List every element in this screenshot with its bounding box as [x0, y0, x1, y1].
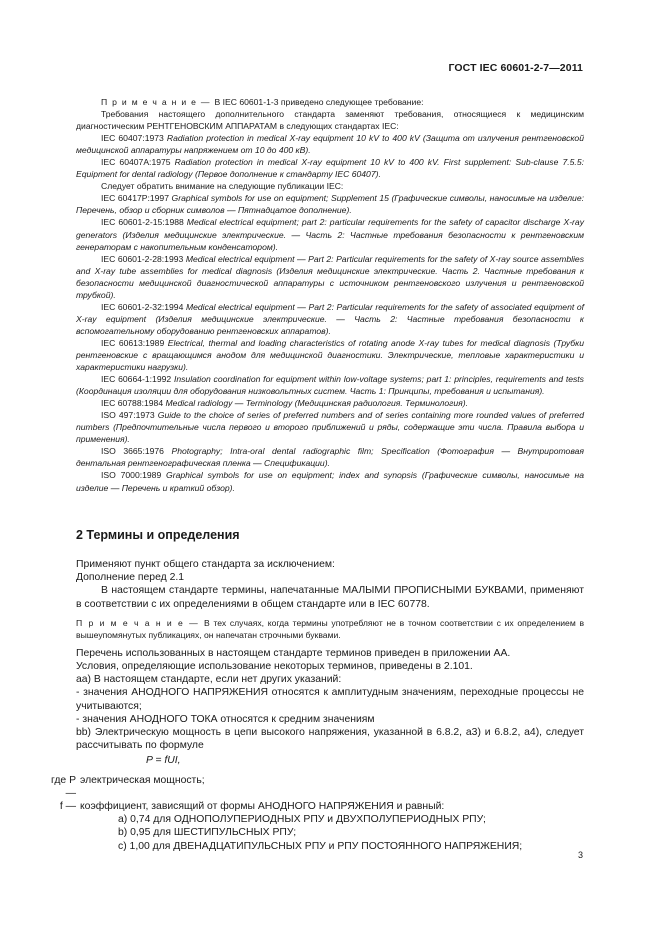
definition-text: электрическая мощность;: [80, 774, 205, 786]
definition-symbol: f —: [59, 801, 76, 813]
reference-title: Graphical symbols for use on equipment; Supplement 15 (Графические символы, наносимые на изделие: Перечень, обзор и сборник символов — Пятнадцатое дополнение).: [76, 193, 584, 216]
option-item: a) 0,74 для ОДНОПОЛУПЕРИОДНЫХ РПУ и ДВУХПОЛУПЕРИОДНЫХ РПУ;: [118, 814, 486, 826]
definition-row: [38, 800, 584, 813]
reference-code: IEC 60407:1973: [101, 133, 167, 144]
reference-title: Radiation protection in medical X-ray equipment 10 kV to 400 kV. First supplement: Sub-clause 7.5.5: Equipment for dental radiology (Первое дополнение к стандарту IEC 60407).: [76, 157, 584, 180]
reference-title: Insulation coordination for equipment within low-voltage systems; part 1: principles, requirements and tests (Координация изоляции для оборудования низковольтных систем. Часть 1: Принципы, требования и испытания).: [76, 374, 584, 397]
reference-item: [76, 156, 584, 180]
note-label: П р и м е ч а н и е —: [76, 617, 204, 628]
definition-row: [38, 774, 584, 800]
page-number: 3: [577, 850, 583, 860]
paragraph: - значения АНОДНОГО НАПРЯЖЕНИЯ относятся к амплитудным значениям, переходные процессы не учитываются;: [76, 687, 584, 712]
reference-code: ISO 7000:1989: [101, 470, 167, 481]
definitions-list: [51, 774, 584, 853]
reference-item: [76, 301, 584, 337]
reference-code: IEC 60664-1:1992: [101, 374, 174, 385]
reference-title: Photography; Intra-oral dental radiographic film; Specification (Фотография — Внутриротовая дентальная рентгенографическая пленка — Спецификации).: [76, 446, 585, 469]
paragraph: Условия, определяющие использование некоторых терминов, приведены в 2.101.: [76, 661, 473, 673]
note-text: В IEC 60601-1-3 приведено следующее требование:: [214, 97, 424, 107]
definition-symbol: где P —: [51, 774, 76, 799]
reference-title: Electrical, thermal and loading characteristics of rotating anode X-ray tubes for medical diagnosis (Трубки рентгеновские с вращающимся анодом для медицинской диагностики. Электрические, тепловые характеристики и характеристики нагрузки).: [76, 337, 584, 373]
reference-code: ISO 3665:1976: [101, 446, 172, 457]
reference-code: IEC 60407A:1975: [101, 157, 175, 168]
reference-item: [76, 253, 584, 301]
reference-item: [76, 337, 584, 373]
reference-code: IEC 60788:1984: [101, 398, 166, 409]
reference-item: [76, 216, 584, 252]
reference-title: Graphical symbols for use on equipment; index and synopsis (Графические символы, наносимые на изделие — Перечень и краткий обзор).: [76, 470, 585, 493]
note-label: П р и м е ч а н и е —: [101, 97, 215, 107]
reference-item: [76, 192, 584, 216]
note-text: В тех случаях, когда термины употребляют не в точном соответствии с их определением в вышеупомянутых публикациях, он напечатан строчными буквами.: [76, 617, 585, 640]
paragraph: Перечень использованных в настоящем стандарте терминов приведен в приложении АА.: [76, 647, 511, 659]
reference-title: Medical electrical equipment — Part 2: Particular requirements for the safety of associated equipment of X-ray equipment (Изделия медицинские электрические. — Часть 2: Частные требования безопасности к вспомогательному оборудованию рентгеновских аппаратов).: [76, 301, 584, 336]
option-item: c) 1,00 для ДВЕНАДЦАТИПУЛЬСНЫХ РПУ и РПУ ПОСТОЯННОГО НАПРЯЖЕНИЯ;: [118, 840, 523, 852]
reference-title: Medical electrical equipment — Part 2: Particular requirements for the safety of X-ray source assemblies and X-ray tube assemblies for medical diagnosis (Изделия медицинские электрические. Часть 2. Частные требования к безопасности медицинской диагностической аппаратуры с источником рентгеновского излучения и рентгеновской трубкой).: [76, 253, 584, 300]
note-paragraph: [76, 617, 584, 641]
paragraph: В настоящем стандарте термины, напечатанные МАЛЫМИ ПРОПИСНЫМИ БУКВАМИ, применяют в соответствии с их определениями в общем стандарте или в IEC 60778.: [76, 585, 584, 610]
body-text: [51, 558, 585, 853]
paragraph: bb) Электрическую мощность в цепи высокого напряжения, указанной в 6.8.2, а3) и 6.8.2, а4), следует рассчитывать по формуле: [76, 727, 584, 752]
paragraph: Применяют пункт общего стандарта за исключением:: [76, 559, 335, 570]
reference-code: IEC 60601-2-28:1993: [101, 253, 186, 264]
reference-title: Radiation protection in medical X-ray equipment 10 kV to 400 kV (Защита от излучения рентгеновской медицинской аппаратуры напряжением от 10 до 400 кВ).: [76, 133, 584, 156]
paragraph: Дополнение перед 2.1: [76, 572, 185, 584]
paragraph: аа) В настоящем стандарте, если нет других указаний:: [76, 674, 342, 686]
reference-code: IEC 60613:1989: [101, 337, 168, 348]
reference-item: [76, 373, 584, 397]
document-number: ГОСТ IEC 60601-2-7—2011: [448, 62, 583, 74]
reference-item: [76, 469, 584, 493]
note-paragraph: [76, 96, 584, 108]
option-item: b) 0,95 для ШЕСТИПУЛЬСНЫХ РПУ;: [118, 827, 297, 839]
reference-code: ISO 497:1973: [101, 410, 158, 421]
requirement-paragraph: Требования настоящего дополнительного стандарта заменяют требования, относящиеся к медицинским диагностическим РЕНТГЕНОВСКИМ АППАРАТАМ в следующих стандартах IEC:: [76, 109, 584, 132]
definition-text: коэффициент, зависящий от формы АНОДНОГО НАПРЯЖЕНИЯ и равный:: [80, 801, 445, 813]
reference-item: [76, 445, 584, 469]
reference-code: IEC 60417P:1997: [101, 193, 172, 204]
reference-item: [76, 397, 584, 409]
reference-code: IEC 60601-2-15:1988: [101, 217, 187, 228]
reference-item: [76, 409, 584, 445]
reference-title: Medical electrical equipment; part 2: particular requirements for the safety of capacitor discharge X-ray generators (Изделия медицинские электрические. — Часть 2: Частные требования безопасности к рентгеновским генераторам с накопительным конденсатором).: [76, 217, 584, 252]
reference-title: Guide to the choice of series of preferred numbers and of series containing more rounded values of preferred numbers (Предпочтительные числа первого и второго приближений и ряды, содержащие эти числа. Правила выбора и применения).: [76, 410, 584, 445]
reference-item: [76, 132, 584, 156]
note-block: [76, 96, 584, 494]
formula: P = fUI,: [146, 755, 181, 767]
paragraph: - значения АНОДНОГО ТОКА относятся к средним значениям: [76, 713, 375, 725]
section-heading: 2 Термины и определения: [76, 528, 240, 542]
reference-title: Medical radiology — Terminology (Медицинская радиология. Терминология).: [165, 398, 468, 409]
attention-paragraph: Следует обратить внимание на следующие публикации IEC:: [101, 181, 344, 192]
reference-code: IEC 60601-2-32:1994: [101, 301, 186, 312]
